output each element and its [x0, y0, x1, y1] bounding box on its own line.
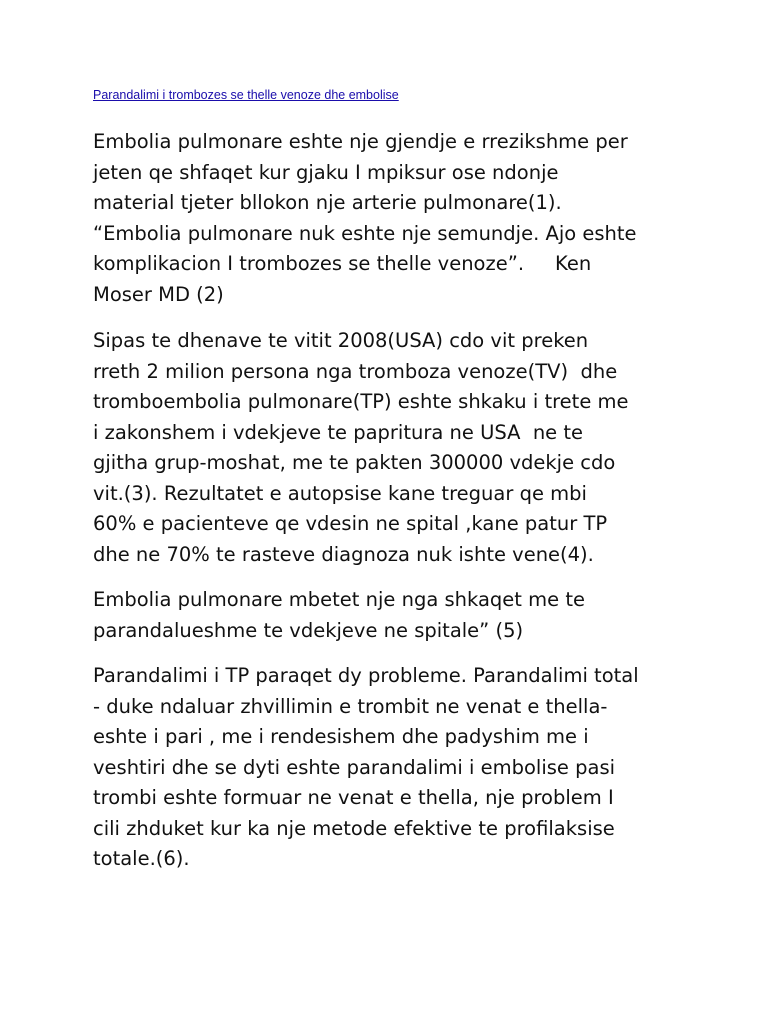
paragraph-2	[93, 326, 713, 570]
paragraph-line: rreth 2 milion persona nga tromboza venoze(TV) dhe	[93, 359, 618, 383]
paragraph-line: jeten qe shfaqet kur gjaku I mpiksur ose ndonje	[93, 160, 559, 184]
paragraph-line: komplikacion I trombozes se thelle venoze”. Ken	[93, 252, 592, 275]
paragraph-line: Moser MD (2)	[93, 282, 224, 306]
paragraph-1	[93, 127, 713, 310]
paragraph-line: 60% e pacienteve qe vdesin ne spital ,kane patur TP	[93, 512, 608, 535]
paragraph-line: Sipas te dhenave te vitit 2008(USA) cdo vit preken	[93, 329, 589, 352]
paragraph-line: “Embolia pulmonare nuk eshte nje semundje. Ajo eshte	[93, 221, 637, 245]
paragraph-line: parandalueshme te vdekjeve ne spitale” (5)	[93, 618, 524, 642]
paragraph-line: material tjeter bllokon nje arterie pulmonare(1).	[93, 191, 562, 214]
paragraph-line: i zakonshem i vdekjeve te papritura ne USA ne te	[93, 420, 584, 444]
title-link[interactable]: Parandalimi i trombozes se thelle venoze dhe embolise	[93, 88, 399, 102]
paragraph-line: - duke ndaluar zhvillimin e trombit ne venat e thella-	[93, 694, 608, 718]
paragraph-line: dhe ne 70% te rasteve diagnoza nuk ishte vene(4).	[93, 542, 594, 566]
paragraph-line: trombi eshte formuar ne venat e thella, nje problem I	[93, 786, 614, 809]
paragraph-line: vit.(3). Rezultatet e autopsise kane treguar qe mbi	[93, 481, 587, 505]
paragraph-line: gjitha grup-moshat, me te pakten 300000 vdekje cdo	[93, 451, 616, 474]
paragraph-line: Embolia pulmonare mbetet nje nga shkaqet me te	[93, 588, 585, 611]
paragraph-4	[93, 661, 713, 875]
paragraph-3	[93, 585, 713, 646]
paragraph-line: Embolia pulmonare eshte nje gjendje e rrezikshme per	[93, 130, 628, 153]
paragraph-line: cili zhduket kur ka nje metode efektive te profilaksise	[93, 816, 615, 840]
paragraph-line: tromboembolia pulmonare(TP) eshte shkaku i trete me	[93, 390, 629, 413]
paragraph-line: eshte i pari , me i rendesishem dhe padyshim me i	[93, 725, 589, 748]
paragraph-line: Parandalimi i TP paraqet dy probleme. Parandalimi total	[93, 664, 639, 687]
paragraph-line: veshtiri dhe se dyti eshte parandalimi i embolise pasi	[93, 755, 616, 779]
paragraph-line: totale.(6).	[93, 847, 190, 870]
